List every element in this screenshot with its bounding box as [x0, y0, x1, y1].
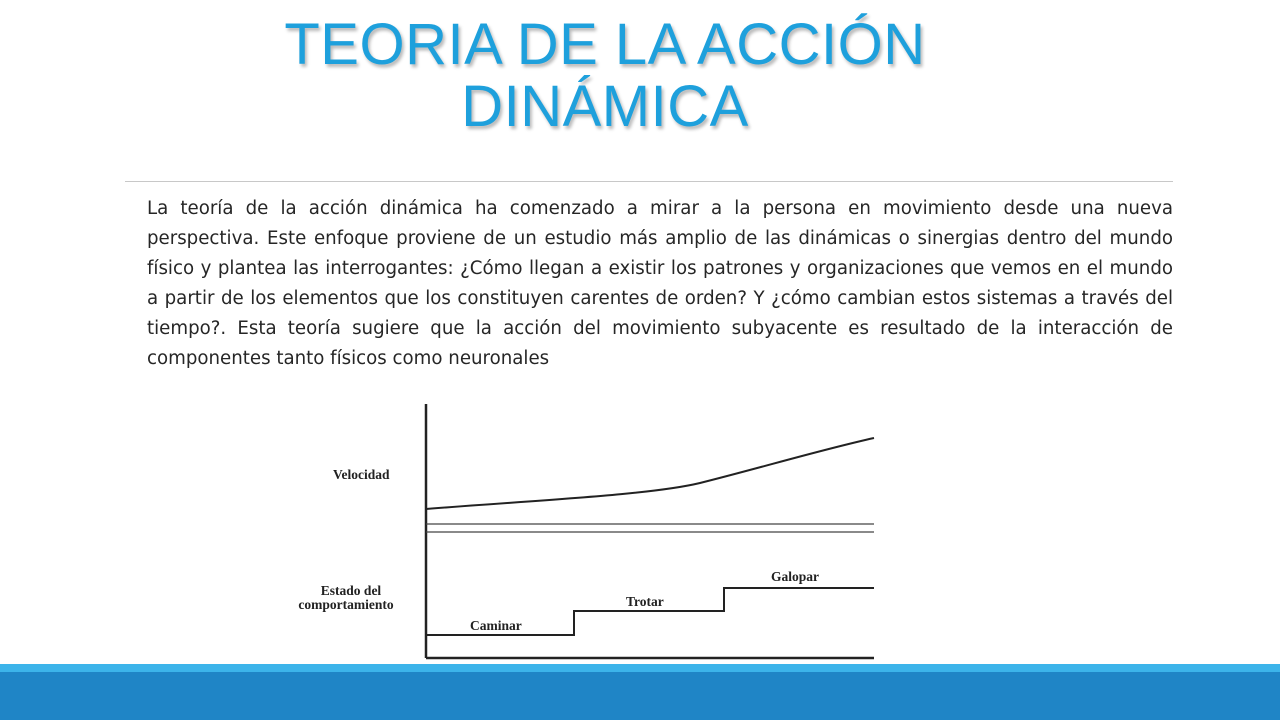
title-divider: [125, 181, 1173, 182]
velocity-label: Velocidad: [333, 467, 390, 482]
step-label-galopar: Galopar: [771, 569, 820, 584]
dynamic-action-diagram: [280, 400, 900, 670]
step-label-trotar: Trotar: [626, 594, 664, 609]
body-paragraph: La teoría de la acción dinámica ha comenzado a mirar a la persona en movimiento desde una nueva perspectiva. Este enfoque proviene de un estudio más amplio de las dinámicas o sinergias dentro del mundo físico y plantea las interrogantes: ¿Cómo llegan a existir los patrones y organizaciones que vemos en el mundo a partir de los elementos que los constituyen carentes de orden? Y ¿cómo cambian estos sistemas a través del tiempo?. Esta teoría sugiere que la acción del movimiento subyacente es resultado de la interacción de componentes tanto físicos como neuronales: [147, 198, 1173, 369]
step-label-caminar: Caminar: [470, 618, 522, 633]
slide-title: TEORIA DE LA ACCIÓN DINÁMICA: [284, 12, 926, 139]
velocity-curve: [426, 438, 874, 509]
behavior-label-line2: comportamiento: [298, 597, 394, 612]
behavior-label-line1: Estado del: [320, 583, 382, 598]
footer-bar: [0, 672, 1280, 720]
footer-bar-accent: [0, 664, 1280, 672]
